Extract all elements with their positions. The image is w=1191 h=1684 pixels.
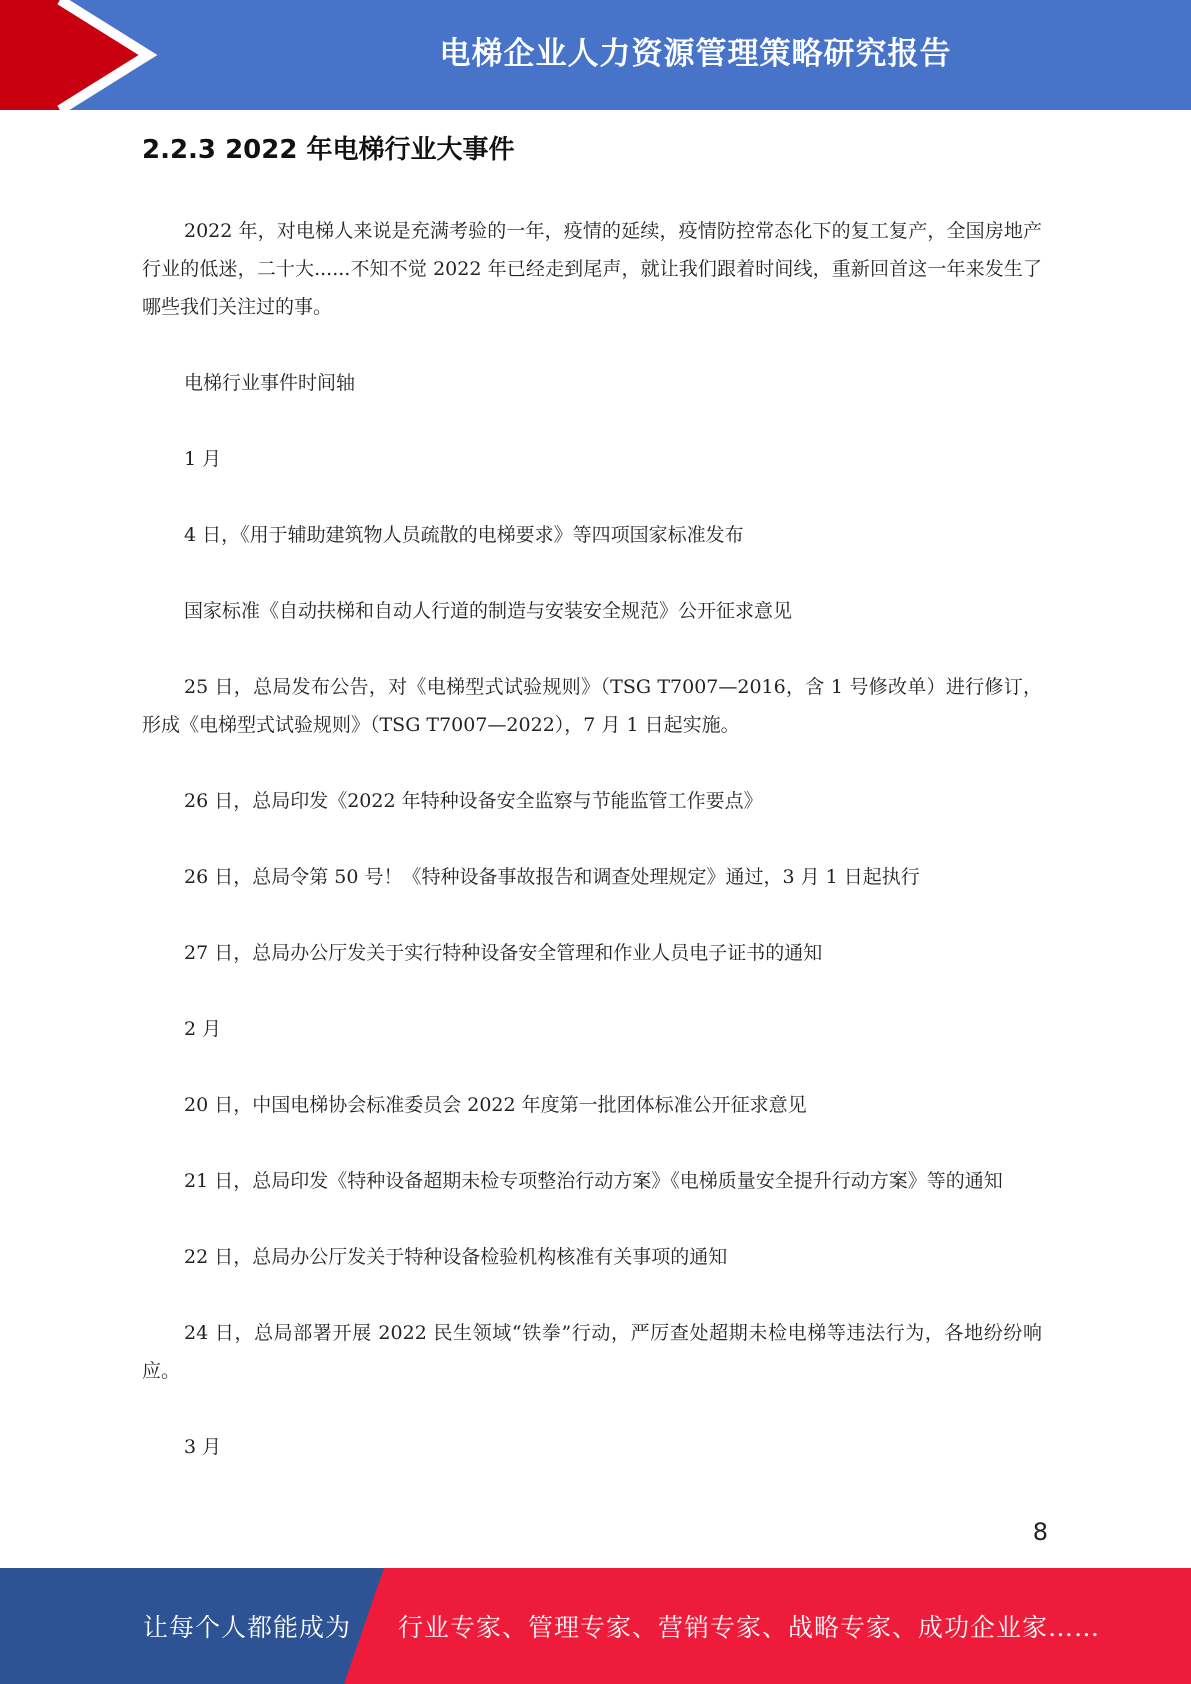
event-item: 国家标准《自动扶梯和自动人行道的制造与安装安全规范》公开征求意见 — [184, 600, 793, 622]
event-item: 26 日，总局令第 50 号！《特种设备事故报告和调查处理规定》通过，3 月 1 日起执行 — [184, 866, 920, 888]
header-arrow-decoration — [0, 0, 160, 110]
page-number: 8 — [1032, 1518, 1048, 1546]
footer-slogan-right: 行业专家、管理专家、营销专家、战略专家、成功企业家…… — [398, 1613, 1101, 1642]
event-item: 21 日，总局印发《特种设备超期未检专项整治行动方案》《电梯质量安全提升行动方案》等的通知 — [184, 1170, 1003, 1192]
event-item: 27 日，总局办公厅发关于实行特种设备安全管理和作业人员电子证书的通知 — [184, 942, 823, 964]
document-body — [142, 128, 1042, 1504]
month-label: 2 月 — [184, 1018, 222, 1040]
report-title: 电梯企业人力资源管理策略研究报告 — [439, 35, 952, 72]
intro-paragraph: 2022 年，对电梯人来说是充满考验的一年，疫情的延续，疫情防控常态化下的复工复产，全国房地产行业的低迷，二十大......不知不觉 2022 年已经走到尾声，就让我们跟着时间线，重新回首这一年来发生了哪些我们关注过的事。 — [142, 220, 1042, 318]
footer-slogan-left: 让每个人都能成为 — [143, 1613, 352, 1642]
section-heading: 2.2.3 2022 年电梯行业大事件 — [142, 135, 515, 165]
event-item: 24 日，总局部署开展 2022 民生领域“铁拳”行动，严厉查处超期未检电梯等违法行为，各地纷纷响应。 — [142, 1322, 1042, 1382]
timeline-heading: 电梯行业事件时间轴 — [184, 372, 356, 394]
page-footer — [0, 1568, 1191, 1684]
month-label: 1 月 — [184, 448, 222, 470]
event-item: 26 日，总局印发《2022 年特种设备安全监察与节能监管工作要点》 — [184, 790, 763, 812]
event-item: 4 日，《用于辅助建筑物人员疏散的电梯要求》等四项国家标准发布 — [184, 524, 744, 546]
month-label: 3 月 — [184, 1436, 222, 1458]
event-item: 22 日，总局办公厅发关于特种设备检验机构核准有关事项的通知 — [184, 1246, 728, 1268]
event-item: 20 日，中国电梯协会标准委员会 2022 年度第一批团体标准公开征求意见 — [184, 1094, 807, 1116]
page-header — [0, 0, 1191, 110]
event-item: 25 日，总局发布公告，对《电梯型式试验规则》（TSG T7007—2016，含 1 号修改单）进行修订，形成《电梯型式试验规则》（TSG T7007—2022），7 月 1 日起实施。 — [142, 676, 1042, 736]
